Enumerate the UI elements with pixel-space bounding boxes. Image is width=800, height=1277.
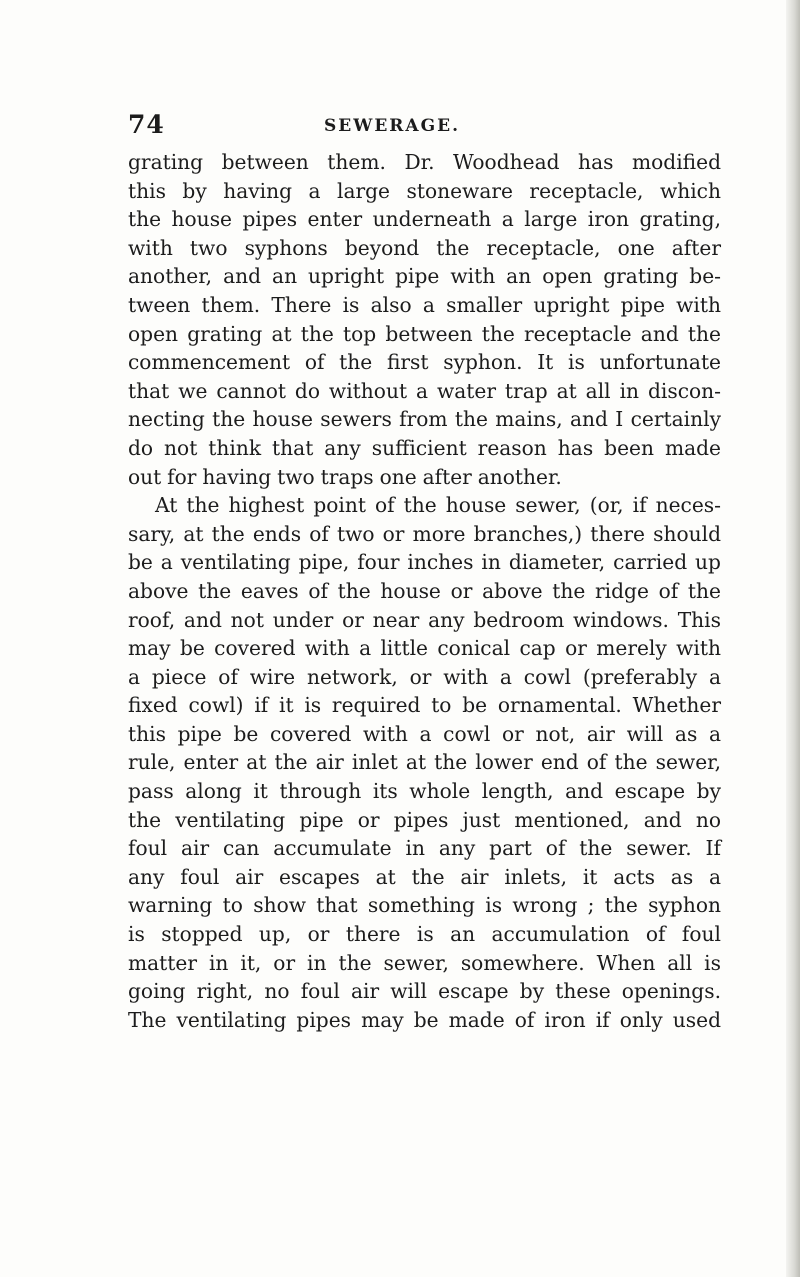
text-line: The ventilating pipes may be made of iron if only used	[128, 1007, 721, 1032]
text-line: warning to show that something is wrong ; the syphon	[128, 893, 721, 918]
paragraph-start-line: At the highest point of the house sewer, (or, if neces-	[155, 493, 721, 518]
text-line: pass along it through its whole length, and escape by	[128, 779, 721, 804]
running-head: SEWERAGE.	[324, 116, 460, 136]
text-line: this pipe be covered with a cowl or not, air will as a	[128, 721, 721, 746]
text-line: going right, no foul air will escape by these openings.	[128, 979, 721, 1004]
text-line: matter in it, or in the sewer, somewhere. When all is	[128, 950, 721, 975]
text-line: roof, and not under or near any bedroom windows. This	[128, 607, 721, 632]
text-line: grating between them. Dr. Woodhead has modified	[128, 150, 721, 174]
text-line: this by having a large stoneware receptacle, which	[128, 178, 721, 203]
text-line: sary, at the ends of two or more branches,) there should	[128, 521, 721, 546]
text-line: that we cannot do without a water trap at all in discon-	[128, 378, 721, 403]
text-line: be a ventilating pipe, four inches in diameter, carried up	[128, 550, 721, 575]
text-line: with two syphons beyond the receptacle, one after	[128, 235, 721, 260]
text-line: rule, enter at the air inlet at the lower end of the sewer,	[128, 750, 721, 775]
page-number: 74	[128, 110, 165, 139]
text-line: any foul air escapes at the air inlets, it acts as a	[128, 864, 721, 889]
text-line: open grating at the top between the receptacle and the	[128, 321, 721, 346]
page-header	[128, 110, 718, 140]
text-line: tween them. There is also a smaller upright pipe with	[128, 292, 721, 317]
text-line: the house pipes enter underneath a large iron grating,	[128, 207, 721, 232]
text-line: do not think that any sufficient reason has been made	[128, 435, 721, 460]
text-line: the ventilating pipe or pipes just mentioned, and no	[128, 807, 721, 832]
text-line: is stopped up, or there is an accumulation of foul	[128, 922, 721, 947]
body-text	[128, 148, 721, 1034]
text-line: necting the house sewers from the mains, and I certainly	[128, 407, 721, 432]
text-line: foul air can accumulate in any part of the sewer. If	[128, 836, 721, 861]
text-line: commencement of the first syphon. It is unfortunate	[128, 350, 721, 375]
page-edge-shadow	[786, 0, 800, 1277]
text-line: may be covered with a little conical cap or merely with	[128, 636, 721, 661]
text-line: a piece of wire network, or with a cowl (preferably a	[128, 664, 721, 689]
text-line: fixed cowl) if it is required to be ornamental. Whether	[128, 693, 721, 718]
text-line: above the eaves of the house or above the ridge of the	[128, 578, 721, 603]
paragraph-end-line: out for having two traps one after another.	[128, 464, 562, 489]
text-line: another, and an upright pipe with an open grating be-	[128, 264, 721, 289]
